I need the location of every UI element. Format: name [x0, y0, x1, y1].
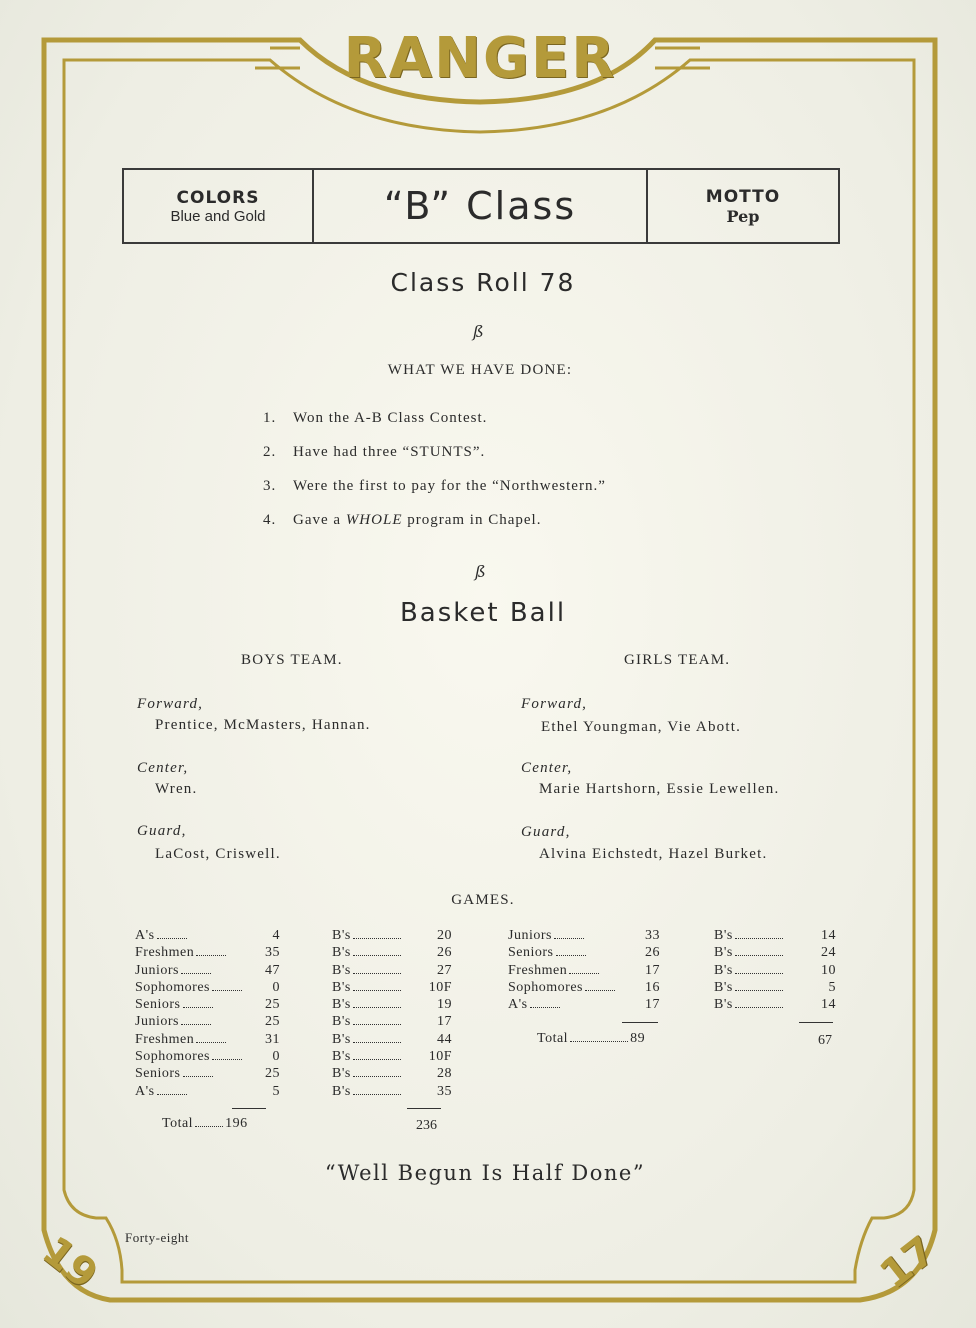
game-row	[508, 927, 836, 944]
done-item-2	[263, 444, 485, 461]
boys-team-heading: BOYS TEAM.	[241, 652, 343, 668]
game-row	[135, 1031, 452, 1048]
year-left: 19	[33, 1227, 106, 1299]
opponent-score: 4	[272, 928, 280, 943]
dot-leader	[157, 928, 187, 939]
b-class-name: B's	[332, 1066, 351, 1082]
opponent-name: Freshmen	[135, 1031, 195, 1047]
b-class-name: B's	[714, 928, 733, 943]
done-item-text-pre: Gave a	[293, 512, 346, 528]
done-item-num: 3.	[263, 478, 277, 494]
opponent-score: 26	[645, 945, 660, 961]
dot-leader	[353, 980, 401, 991]
b-class-name: B's	[714, 962, 733, 978]
opponent-score: 5	[272, 1083, 280, 1099]
done-item-text: Were the first to pay for the “Northwestern.”	[293, 478, 606, 494]
dot-leader	[735, 928, 783, 939]
opponent-score: 31	[265, 1031, 280, 1047]
dot-leader	[569, 963, 599, 974]
done-item-num: 2.	[263, 444, 277, 460]
game-row	[135, 1013, 452, 1030]
dot-leader	[353, 1084, 401, 1095]
girls-team-heading: GIRLS TEAM.	[624, 652, 731, 668]
dot-leader	[196, 1032, 226, 1043]
b-class-score: 14	[821, 997, 836, 1013]
dot-leader	[735, 963, 783, 974]
boys-games-table	[135, 927, 452, 1100]
boys-center-label: Center,	[137, 760, 189, 776]
game-row	[508, 944, 836, 961]
b-class-score: 10	[821, 962, 836, 978]
class-header-box	[122, 168, 840, 244]
dot-leader	[353, 1066, 401, 1077]
motto-quote: “Well Begun Is Half Done”	[324, 1161, 646, 1185]
opponent-score: 33	[645, 928, 660, 943]
year-right: 17	[871, 1227, 944, 1299]
opponent-name: Sophomores	[135, 979, 210, 995]
dot-leader	[556, 945, 586, 956]
b-class-name: B's	[332, 1083, 351, 1099]
opponent-score: 47	[265, 962, 280, 978]
game-row	[135, 944, 452, 961]
dot-leader	[735, 980, 783, 991]
done-item-num: 1.	[263, 410, 277, 426]
games-heading: GAMES.	[451, 892, 515, 908]
boys-guard-names: LaCost, Criswell.	[155, 846, 281, 862]
dot-leader	[212, 1049, 242, 1060]
done-item-num: 4.	[263, 512, 277, 528]
dot-leader	[353, 945, 401, 956]
game-row	[508, 996, 836, 1013]
b-class-score: 35	[437, 1083, 452, 1099]
done-item-3	[263, 478, 606, 495]
boys-total-label: Total	[162, 1116, 194, 1131]
done-item-4	[263, 512, 541, 529]
girls-total-opp: 89	[630, 1031, 646, 1046]
dot-leader	[181, 1014, 211, 1025]
colors-label: COLORS	[176, 187, 260, 208]
opponent-name: A's	[135, 928, 155, 943]
b-class-name: B's	[332, 1014, 351, 1030]
game-row	[135, 1083, 452, 1100]
b-class-score: 44	[437, 1031, 452, 1047]
b-class-score: 27	[437, 962, 452, 978]
b-class-name: B's	[332, 1031, 351, 1047]
game-row	[135, 962, 452, 979]
girls-games-table	[508, 927, 836, 1013]
opponent-score: 25	[265, 1066, 280, 1082]
dot-leader	[735, 997, 783, 1008]
colors-cell	[124, 170, 314, 242]
dot-leader	[353, 1014, 401, 1025]
motto-value: Pep	[726, 206, 760, 226]
b-class-score: 26	[437, 945, 452, 961]
b-class-score: 17	[437, 1014, 452, 1030]
basketball-ornament-icon: ß	[475, 562, 486, 581]
page-number: Forty-eight	[125, 1230, 189, 1245]
opponent-name: A's	[508, 997, 528, 1013]
b-class-name: B's	[714, 945, 733, 961]
girls-total-rule-b	[799, 1022, 833, 1023]
dot-leader	[530, 997, 560, 1008]
dot-leader	[554, 928, 584, 939]
game-row	[508, 979, 836, 996]
class-title: “B” Class	[383, 184, 577, 228]
boys-forward-names: Prentice, McMasters, Hannan.	[155, 717, 371, 733]
game-row	[135, 1048, 452, 1065]
game-row	[135, 1065, 452, 1082]
girls-total-rule-opp	[622, 1022, 658, 1023]
boys-guard-label: Guard,	[137, 823, 187, 839]
opponent-name: Juniors	[508, 928, 552, 943]
opponent-name: A's	[135, 1083, 155, 1099]
done-heading: WHAT WE HAVE DONE:	[387, 362, 573, 378]
opponent-name: Freshmen	[135, 945, 195, 961]
b-class-name: B's	[714, 979, 733, 995]
b-class-name: B's	[332, 945, 351, 961]
opponent-name: Juniors	[135, 1014, 179, 1030]
colors-value: Blue and Gold	[170, 207, 266, 225]
dot-leader	[353, 1032, 401, 1043]
girls-guard-names: Alvina Eichstedt, Hazel Burket.	[539, 846, 768, 862]
opponent-score: 35	[265, 945, 280, 961]
boys-forward-label: Forward,	[137, 696, 204, 712]
class-title-cell	[314, 170, 648, 242]
girls-total-b: 67	[818, 1033, 832, 1048]
dot-leader	[353, 928, 401, 939]
opponent-score: 17	[645, 997, 660, 1013]
b-class-name: B's	[332, 962, 351, 978]
ranger-banner-title: RANGER	[343, 26, 617, 91]
girls-center-label: Center,	[521, 760, 573, 776]
b-class-score: 19	[437, 997, 452, 1013]
dot-leader	[196, 945, 226, 956]
motto-cell	[648, 170, 838, 242]
game-row	[508, 962, 836, 979]
b-class-score: 28	[437, 1066, 452, 1082]
b-class-name: B's	[714, 997, 733, 1013]
boys-total-row	[162, 1116, 248, 1132]
done-item-1	[263, 410, 487, 427]
opponent-name: Seniors	[135, 1066, 181, 1082]
opponent-score: 25	[265, 1014, 280, 1030]
b-class-name: B's	[332, 928, 351, 943]
b-class-name: B's	[332, 979, 351, 995]
opponent-name: Seniors	[508, 945, 554, 961]
game-row	[135, 927, 452, 944]
boys-total-rule-opp	[232, 1108, 266, 1109]
dot-leader	[181, 963, 211, 974]
dot-leader	[353, 1049, 401, 1060]
opponent-name: Sophomores	[508, 979, 583, 995]
girls-total-row	[537, 1031, 645, 1047]
b-class-score: 10F	[428, 1049, 452, 1065]
opponent-score: 0	[272, 979, 280, 995]
dot-leader	[183, 997, 213, 1008]
opponent-name: Seniors	[135, 997, 181, 1013]
done-item-text-emphasis: WHOLE	[345, 512, 403, 528]
class-roll-heading: Class Roll 78	[390, 268, 576, 297]
girls-center-names: Marie Hartshorn, Essie Lewellen.	[539, 781, 780, 797]
b-class-score: 14	[821, 928, 836, 943]
done-item-text-post: program in Chapel.	[402, 512, 542, 528]
done-item-text: Have had three “STUNTS”.	[293, 444, 486, 460]
girls-forward-label: Forward,	[521, 696, 588, 712]
b-class-score: 5	[828, 979, 836, 995]
girls-guard-label: Guard,	[521, 824, 571, 840]
b-class-score: 10F	[428, 979, 452, 995]
dot-leader	[183, 1066, 213, 1077]
boys-total-rule-b	[407, 1108, 441, 1109]
boys-center-names: Wren.	[155, 781, 198, 797]
opponent-score: 0	[272, 1049, 280, 1065]
game-row	[135, 996, 452, 1013]
motto-label: MOTTO	[705, 186, 781, 207]
boys-total-opp: 196	[225, 1116, 248, 1131]
basketball-heading: Basket Ball	[399, 598, 567, 628]
opponent-score: 16	[645, 979, 660, 995]
dot-leader	[353, 997, 401, 1008]
opponent-name: Sophomores	[135, 1049, 210, 1065]
dot-leader	[353, 963, 401, 974]
girls-total-label: Total	[537, 1031, 569, 1046]
opponent-score: 17	[645, 962, 660, 978]
girls-forward-names: Ethel Youngman, Vie Abott.	[541, 719, 742, 735]
dot-leader	[735, 945, 783, 956]
dot-leader	[212, 980, 242, 991]
done-item-text: Won the A-B Class Contest.	[293, 410, 488, 426]
opponent-name: Freshmen	[508, 962, 568, 978]
b-class-score: 20	[437, 928, 452, 943]
class-ornament-icon: ß	[473, 322, 484, 341]
boys-total-b: 236	[416, 1118, 437, 1133]
dot-leader	[585, 980, 615, 991]
game-row	[135, 979, 452, 996]
opponent-score: 25	[265, 997, 280, 1013]
b-class-score: 24	[821, 945, 836, 961]
opponent-name: Juniors	[135, 962, 179, 978]
dot-leader	[157, 1084, 187, 1095]
b-class-name: B's	[332, 997, 351, 1013]
b-class-name: B's	[332, 1049, 351, 1065]
